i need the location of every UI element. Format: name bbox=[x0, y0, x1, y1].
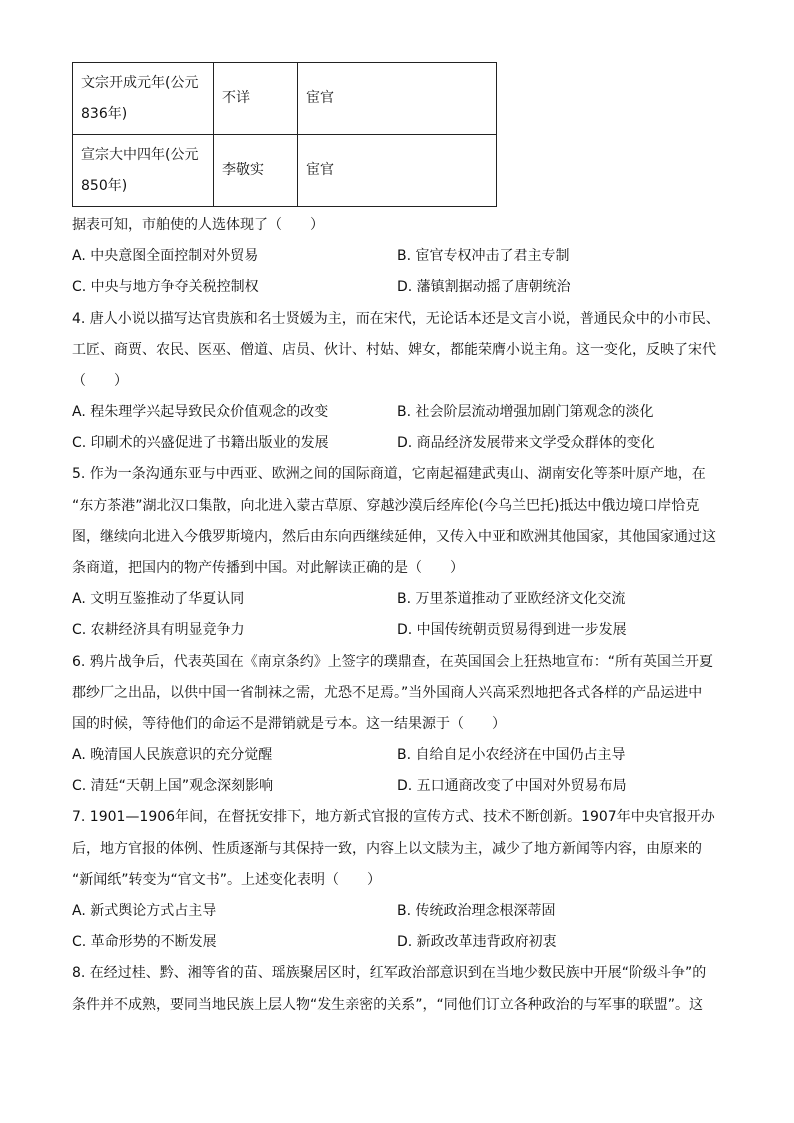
question-6-option-d[interactable]: D. 五口通商改变了中国对外贸易布局 bbox=[397, 778, 627, 794]
question-4-stem-line: 4. 唐人小说以描写达官贵族和名士贤媛为主，而在宋代，无论话本还是文言小说，普通民众中的小市民、 bbox=[72, 311, 720, 327]
question-6-option-a[interactable]: A. 晚清国人民族意识的充分觉醒 bbox=[72, 747, 273, 763]
question-4-option-c[interactable]: C. 印刷术的兴盛促进了书籍出版业的发展 bbox=[72, 435, 329, 451]
question-3-stem: 据表可知，市舶使的人选体现了（ ） bbox=[72, 217, 324, 233]
question-3-option-d[interactable]: D. 藩镇割据动摇了唐朝统治 bbox=[397, 279, 571, 295]
question-3-option-a[interactable]: A. 中央意图全面控制对外贸易 bbox=[72, 248, 259, 264]
question-5-option-c[interactable]: C. 农耕经济具有明显竞争力 bbox=[72, 622, 245, 638]
question-4-option-d[interactable]: D. 商品经济发展带来文学受众群体的变化 bbox=[397, 435, 655, 451]
question-5-stem-line: 5. 作为一条沟通东亚与中西亚、欧洲之间的国际商道，它南起福建武夷山、湖南安化等茶叶原产地，在 bbox=[72, 466, 706, 482]
data-table bbox=[72, 62, 497, 207]
question-5-stem-line: 图，继续向北进入今俄罗斯境内，然后由东向西继续延伸，又传入中亚和欧洲其他国家，其他国家通过这 bbox=[72, 529, 716, 545]
question-6-stem-line: 郡纱厂之出品，以供中国一省制袜之需，尤恐不足焉。”当外国商人兴高采烈地把各式各样的产品运进中 bbox=[72, 685, 703, 701]
question-3-option-c[interactable]: C. 中央与地方争夺关税控制权 bbox=[72, 279, 259, 295]
question-6-option-b[interactable]: B. 自给自足小农经济在中国仍占主导 bbox=[397, 747, 626, 763]
question-7-option-c[interactable]: C. 革命形势的不断发展 bbox=[72, 934, 217, 950]
question-7-option-a[interactable]: A. 新式舆论方式占主导 bbox=[72, 903, 217, 919]
table-row bbox=[73, 135, 497, 207]
table-cell-identity: 宦官 bbox=[298, 135, 497, 207]
question-8-stem-line: 条件并不成熟，要同当地民族上层人物“发生亲密的关系”，“同他们订立各种政治的与军事的联盟”。这 bbox=[72, 997, 704, 1013]
question-7-stem-line: 后，地方官报的体例、性质逐渐与其保持一致，内容上以文牍为主，减少了地方新闻等内容，由原来的 bbox=[72, 841, 702, 857]
table-cell-era: 文宗开成元年(公元 836年) bbox=[73, 63, 214, 135]
question-5-option-d[interactable]: D. 中国传统朝贡贸易得到进一步发展 bbox=[397, 622, 627, 638]
question-5-stem-line: 条商道，把国内的物产传播到中国。对此解读正确的是（ ） bbox=[72, 560, 464, 576]
question-7-option-b[interactable]: B. 传统政治理念根深蒂固 bbox=[397, 903, 556, 919]
question-7-option-d[interactable]: D. 新政改革违背政府初衷 bbox=[397, 934, 557, 950]
question-7-stem-line: 7. 1901—1906年间，在督抚安排下，地方新式官报的宣传方式、技术不断创新。1907年中央官报开办 bbox=[72, 809, 715, 825]
question-4-option-a[interactable]: A. 程朱理学兴起导致民众价值观念的改变 bbox=[72, 404, 329, 420]
question-6-stem-line: 国的时候，等待他们的命运不是滞销就是亏本。这一结果源于（ ） bbox=[72, 716, 506, 732]
table-cell-name: 不详 bbox=[214, 63, 298, 135]
question-4-option-b[interactable]: B. 社会阶层流动增强加剧门第观念的淡化 bbox=[397, 404, 654, 420]
question-5-stem-line: “东方茶港”湖北汉口集散，向北进入蒙古草原、穿越沙漠后经库伦(今乌兰巴托)抵达中俄边境口岸恰克 bbox=[72, 498, 700, 514]
question-7-stem-line: “新闻纸”转变为“官文书”。上述变化表明（ ） bbox=[72, 872, 382, 888]
question-6-stem-line: 6. 鸦片战争后，代表英国在《南京条约》上签字的璞鼎查，在英国国会上狂热地宣布：“所有英国兰开夏 bbox=[72, 654, 714, 670]
question-4-stem-line: （ ） bbox=[72, 373, 128, 389]
table-cell-identity: 宦官 bbox=[298, 63, 497, 135]
table-row bbox=[73, 63, 497, 135]
question-4-stem-line: 工匠、商贾、农民、医巫、僧道、店员、伙计、村姑、婢女，都能荣膺小说主角。这一变化，反映了宋代 bbox=[72, 342, 716, 358]
question-6-option-c[interactable]: C. 清廷“天朝上国”观念深刻影响 bbox=[72, 778, 274, 794]
question-8-stem-line: 8. 在经过桂、黔、湘等省的苗、瑶族聚居区时，红军政治部意识到在当地少数民族中开展“阶级斗争”的 bbox=[72, 965, 707, 981]
question-5-option-a[interactable]: A. 文明互鉴推动了华夏认同 bbox=[72, 591, 245, 607]
question-5-option-b[interactable]: B. 万里茶道推动了亚欧经济文化交流 bbox=[397, 591, 626, 607]
table-cell-name: 李敬实 bbox=[214, 135, 298, 207]
table-cell-era: 宣宗大中四年(公元 850年) bbox=[73, 135, 214, 207]
question-3-option-b[interactable]: B. 宦官专权冲击了君主专制 bbox=[397, 248, 570, 264]
